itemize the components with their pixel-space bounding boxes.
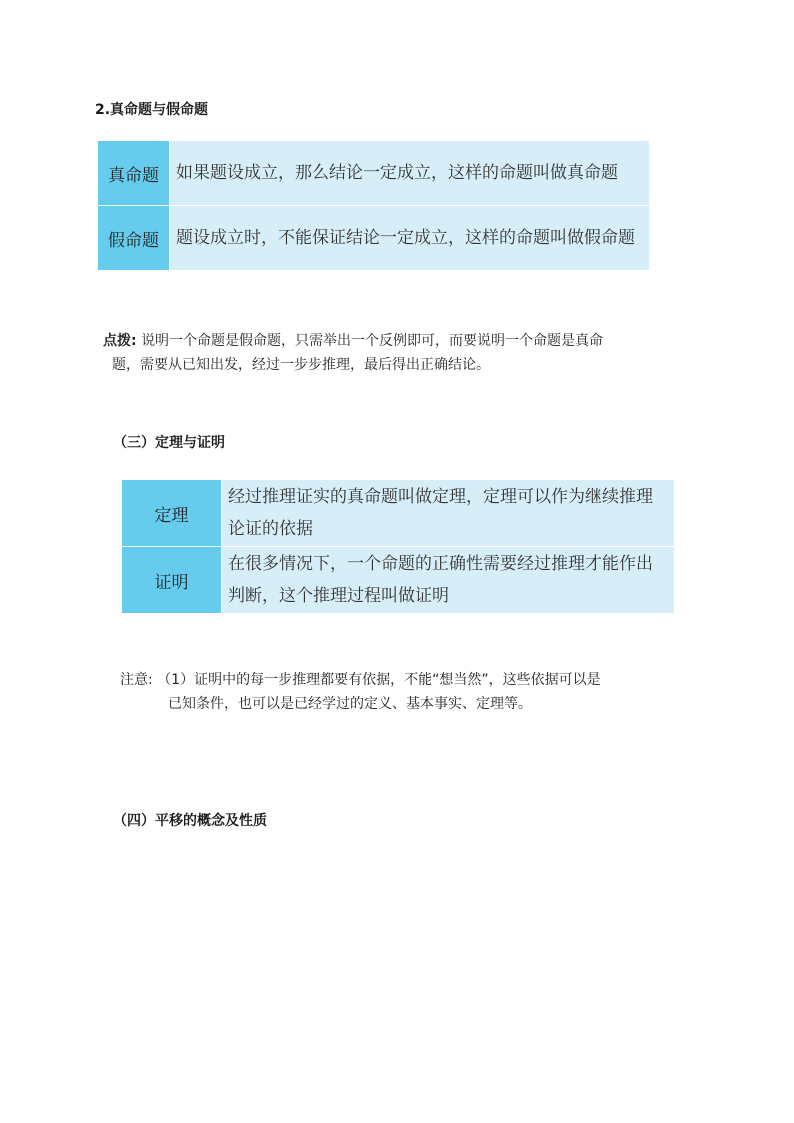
table-row: [98, 206, 650, 271]
definition-cell: 如果题设成立，那么结论一定成立，这样的命题叫做真命题: [170, 141, 650, 206]
table-row: [122, 547, 675, 614]
definition-cell: 题设成立时，不能保证结论一定成立，这样的命题叫做假命题: [170, 206, 650, 271]
definition-cell: 经过推理证实的真命题叫做定理，定理可以作为继续推理论证的依据: [222, 480, 675, 547]
term-cell: 证明: [122, 547, 222, 614]
tip-paragraph: [103, 329, 683, 377]
table-row: [122, 480, 675, 547]
notice-text-line-1: （1）证明中的每一步推理都要有依据，不能“想当然”，这些依据可以是: [157, 672, 601, 688]
table-row: [98, 141, 650, 206]
notice-text-line-2: 已知条件，也可以是已经学过的定义、基本事实、定理等。: [168, 696, 532, 712]
theorem-proof-table: [121, 479, 675, 614]
tip-text-line-2: 题，需要从已知出发，经过一步步推理，最后得出正确结论。: [112, 357, 490, 373]
true-false-proposition-table: [97, 140, 650, 271]
section-3-heading: （三）定理与证明: [113, 435, 225, 451]
term-cell: 真命题: [98, 141, 170, 206]
tip-text-line-1: 说明一个命题是假命题，只需举出一个反例即可，而要说明一个命题是真命: [141, 333, 604, 349]
notice-label: 注意:: [120, 672, 153, 688]
definition-cell: 在很多情况下，一个命题的正确性需要经过推理才能作出判断，这个推理过程叫做证明: [222, 547, 675, 614]
term-cell: 假命题: [98, 206, 170, 271]
tip-label: 点拨:: [103, 333, 137, 349]
section-4-heading: （四）平移的概念及性质: [113, 813, 267, 829]
section-2-heading: 2.真命题与假命题: [95, 102, 209, 118]
term-cell: 定理: [122, 480, 222, 547]
notice-paragraph: [120, 668, 690, 716]
